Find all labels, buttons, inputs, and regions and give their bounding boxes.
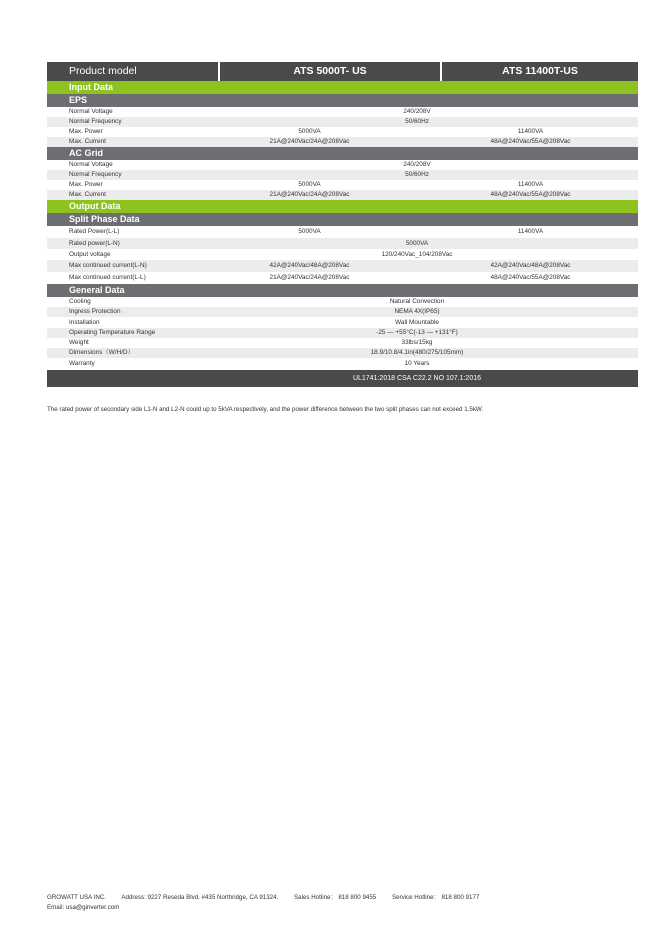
certification-text: UL1741:2018 CSA C22.2 NO 107.1:2016 — [352, 375, 482, 382]
row-value-shared: NEMA 4X(IP65) — [394, 308, 440, 315]
row-label: Normal Voltage — [69, 161, 113, 168]
row-label: Rated Power(L-L) — [69, 228, 120, 235]
row-label: Installation — [69, 319, 100, 326]
row-value-model-a: 21A@240Vac/24A@208Vac — [269, 191, 350, 198]
footer-company: GROWATT USA INC. — [47, 894, 107, 901]
subsection-ac-grid: AC Grid — [47, 147, 638, 160]
row-value-shared: 18.9/10.8/4.1in(480/275/105mm) — [370, 349, 464, 356]
row-value-model-a: 21A@240Vac/24A@208Vac — [269, 138, 350, 145]
table-row — [47, 307, 638, 317]
row-label: Ingress Protection — [69, 308, 121, 315]
subsection-split-phase: Split Phase Data — [47, 213, 638, 226]
footer-address: Address: 9227 Reseda Blvd. #435 Northridge, CA 91324. — [121, 894, 279, 901]
row-label: Weight — [69, 339, 89, 346]
table-row — [47, 238, 638, 249]
general-rows — [47, 297, 638, 370]
row-label: Normal Frequency — [69, 118, 122, 125]
row-label: Warranty — [69, 360, 95, 367]
row-value-model-b: 48A@240Vac/55A@208Vac — [490, 138, 571, 145]
footnote: The rated power of secondary side L1-N and L2-N could up to 5kVA respectively, and the power difference between the two split phases can not exceed 1.5kW. — [47, 406, 484, 413]
row-value-shared: 33lbs/15kg — [401, 339, 433, 346]
row-label: Max. Current — [69, 138, 106, 145]
row-value-model-b: 11400VA — [517, 128, 544, 135]
table-row — [47, 328, 638, 338]
table-row — [47, 297, 638, 307]
row-label: Dimensions（W/H/D） — [69, 349, 134, 356]
table-row — [47, 107, 638, 117]
row-value-model-a: 5000VA — [298, 128, 321, 135]
table-row — [47, 358, 638, 370]
row-label: Normal Frequency — [69, 171, 122, 178]
table-row — [47, 170, 638, 180]
subsection-eps: EPS — [47, 94, 638, 107]
eps-rows — [47, 107, 638, 147]
subsection-general-data: General Data — [47, 284, 638, 297]
section-input-data: Input Data — [47, 81, 638, 94]
footer-service: Service Hotline： 818 800 9177 — [391, 894, 480, 901]
table-row — [47, 348, 638, 358]
footer-email: Email: usa@ginverter.com — [47, 904, 120, 911]
split-rows — [47, 226, 638, 284]
row-label: Max continued current(L-N) — [69, 262, 147, 269]
row-label: Max. Current — [69, 191, 106, 198]
row-value-shared: 50/60Hz — [405, 171, 429, 178]
row-label: Rated power(L-N) — [69, 240, 120, 247]
row-value-model-b: 48A@240Vac/55A@208Vac — [490, 274, 571, 281]
row-label: Max. Power — [69, 181, 103, 188]
table-row — [47, 249, 638, 260]
row-value-model-b: 48A@240Vac/55A@208Vac — [490, 191, 571, 198]
row-value-model-a: 5000VA — [298, 181, 321, 188]
table-row — [47, 127, 638, 137]
model-b-header: ATS 11400T-US — [440, 62, 638, 81]
spec-table — [47, 62, 638, 387]
row-value-model-a: 5000VA — [298, 228, 321, 235]
table-row — [47, 117, 638, 127]
table-row — [47, 180, 638, 190]
table-row — [47, 317, 638, 328]
row-value-shared: 240/208V — [403, 108, 431, 115]
row-value-model-b: 42A@240Vac/48A@208Vac — [490, 262, 571, 269]
row-label: Operating Temperature Range — [69, 329, 156, 336]
table-row — [47, 190, 638, 200]
model-a-header: ATS 5000T- US — [218, 62, 440, 81]
row-label: Output voltage — [69, 251, 111, 258]
product-model-label: Product model — [69, 65, 137, 77]
table-row — [47, 160, 638, 170]
table-row — [47, 272, 638, 284]
table-row — [47, 260, 638, 272]
footer — [47, 893, 493, 913]
acgrid-rows — [47, 160, 638, 200]
row-label: Normal Voltage — [69, 108, 113, 115]
table-row — [47, 226, 638, 238]
row-value-model-b: 11400VA — [517, 181, 544, 188]
row-value-shared: 50/60Hz — [405, 118, 429, 125]
footer-sales: Sales Hotline： 818 800 9455 — [294, 894, 377, 901]
certification-bar — [47, 370, 638, 387]
row-label: Max continued current(L-L) — [69, 274, 146, 281]
row-value-shared: -25 — +55°C(-13 — +131°F) — [376, 329, 458, 336]
row-label: Cooling — [69, 298, 91, 305]
row-value-shared: Natural Convection — [389, 298, 445, 305]
row-value-shared: 5000VA — [405, 240, 429, 247]
row-value-shared: 120/240Vac_104/208Vac — [381, 251, 453, 258]
table-row — [47, 137, 638, 147]
row-label: Max. Power — [69, 128, 103, 135]
row-value-model-a: 42A@240Vac/48A@208Vac — [269, 262, 350, 269]
row-value-shared: Wall Mountable — [395, 319, 439, 326]
row-value-model-b: 11400VA — [517, 228, 544, 235]
row-value-shared: 240/208V — [403, 161, 431, 168]
table-header — [47, 62, 638, 81]
row-value-model-a: 21A@240Vac/24A@208Vac — [269, 274, 350, 281]
section-output-data: Output Data — [47, 200, 638, 213]
row-value-shared: 10 Years — [404, 360, 430, 367]
table-row — [47, 338, 638, 348]
